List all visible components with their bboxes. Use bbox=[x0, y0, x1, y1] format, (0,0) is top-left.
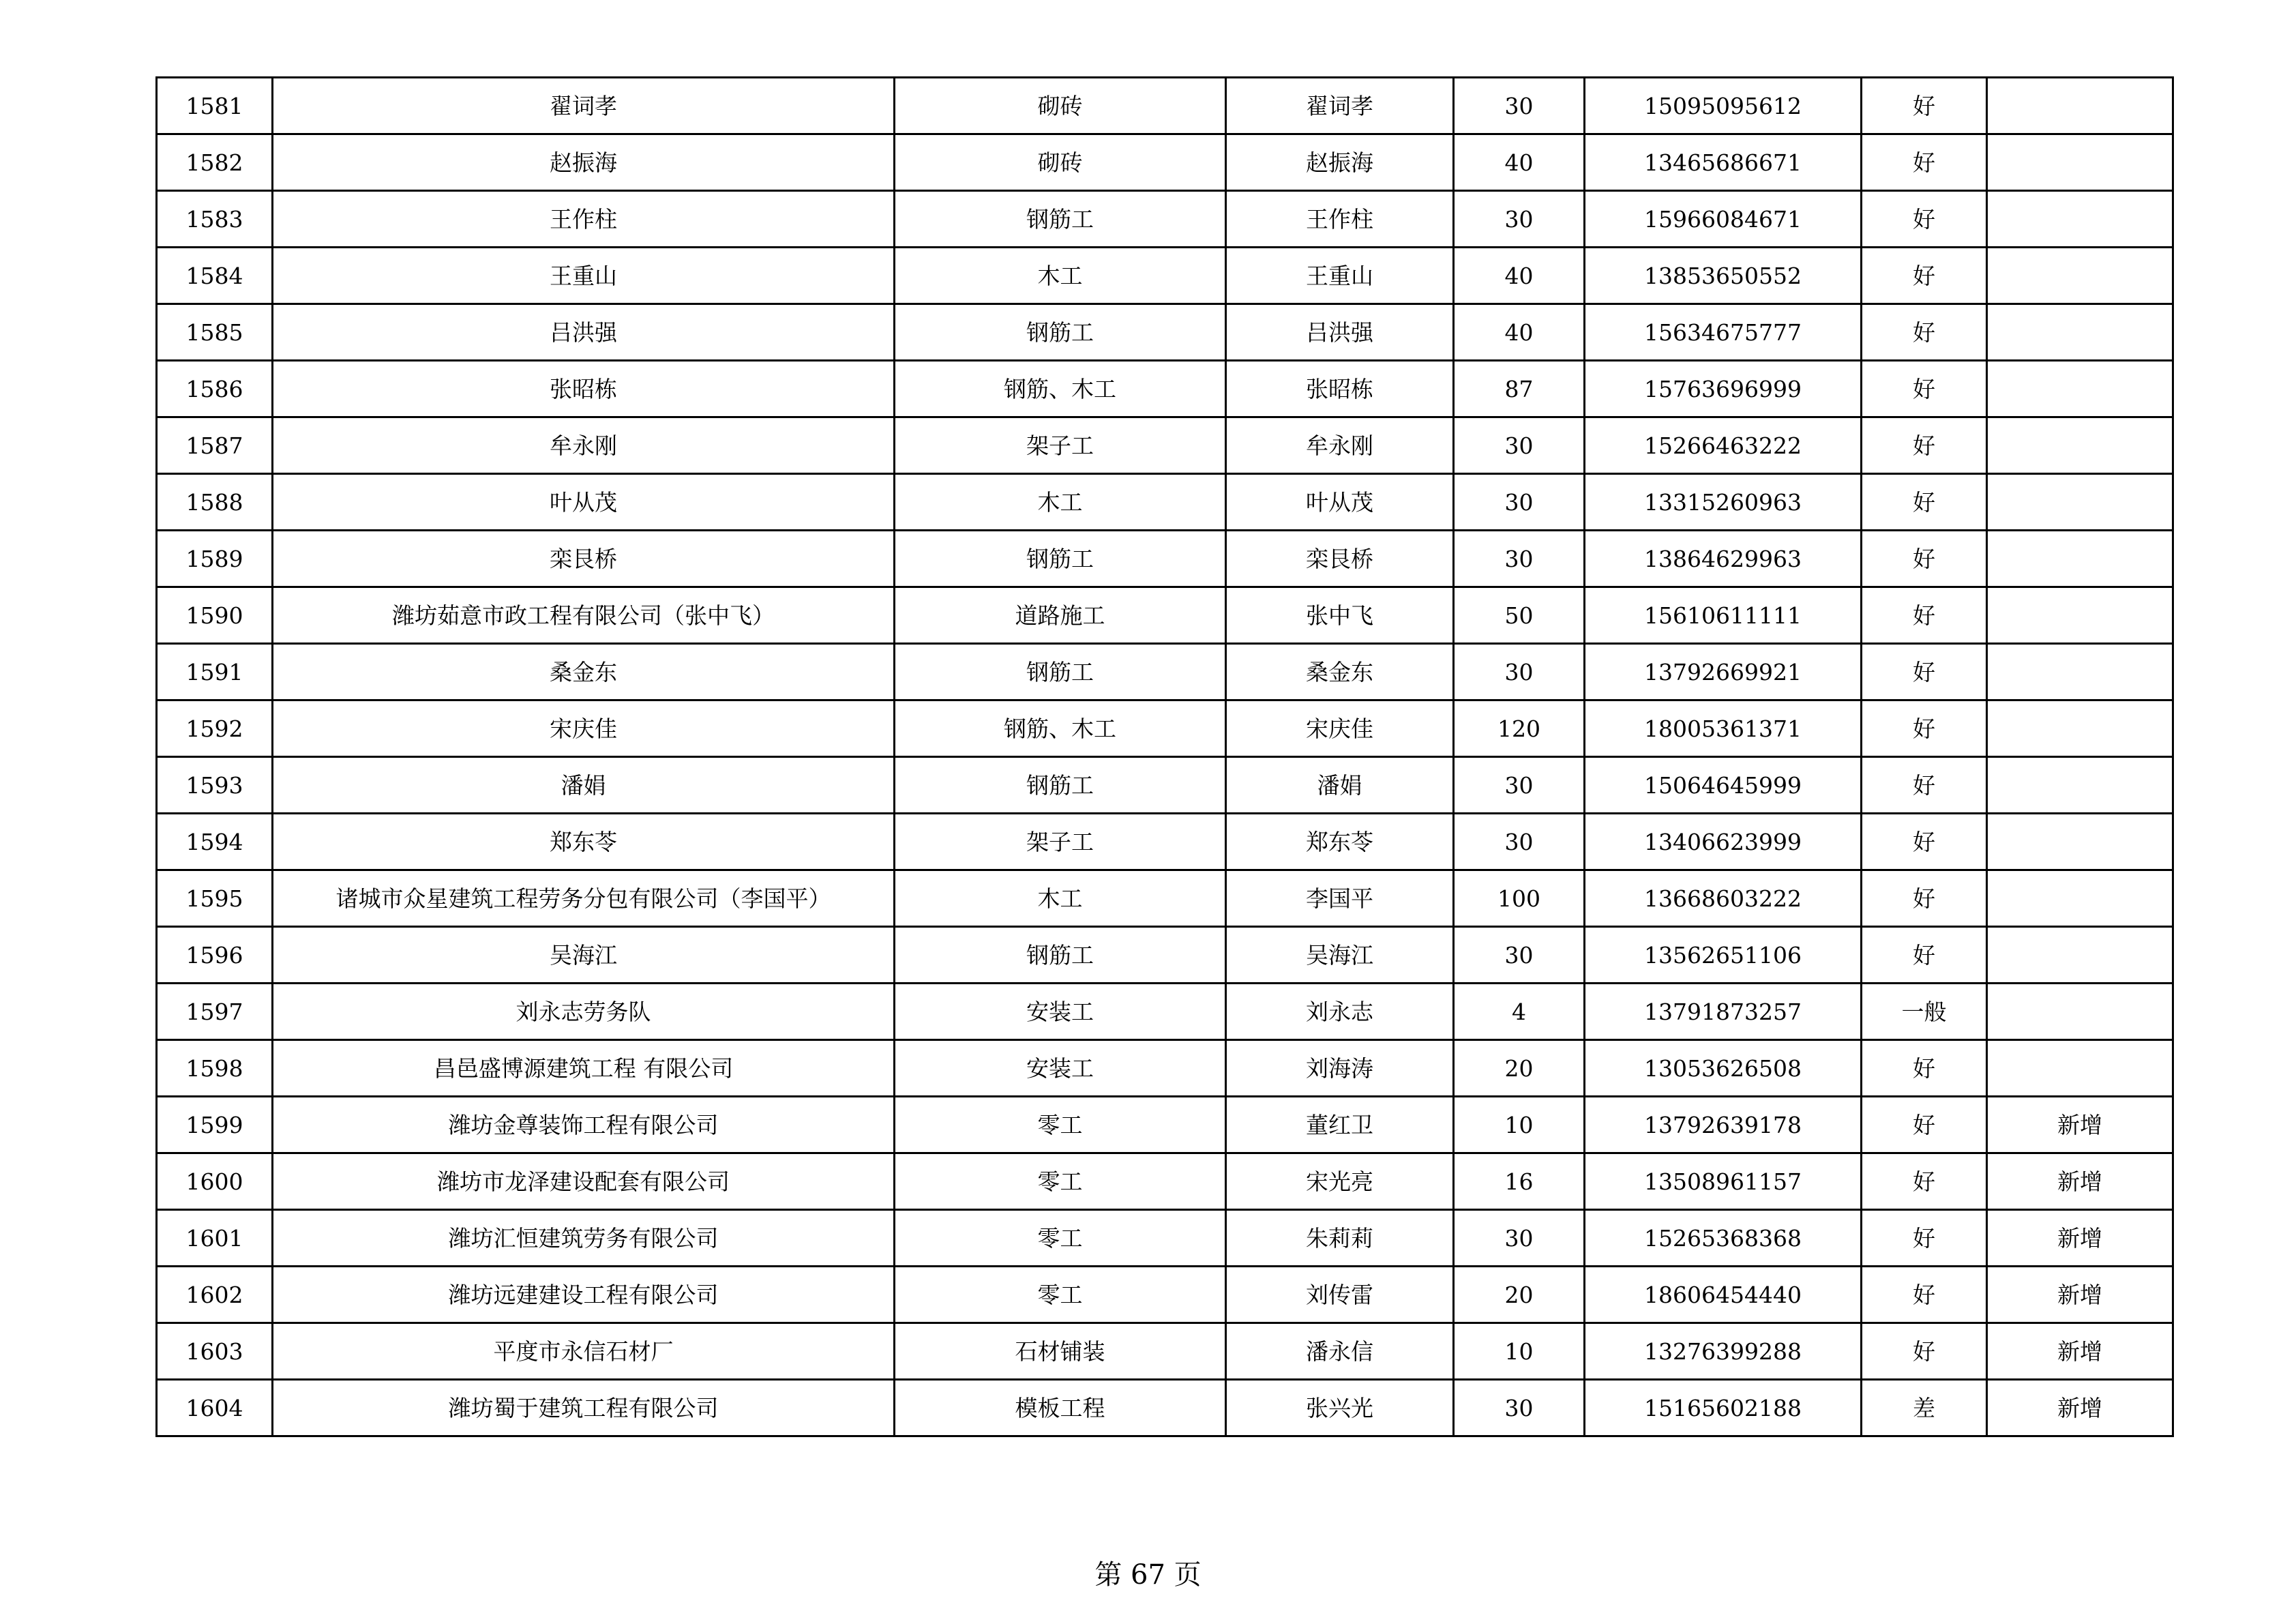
cell-rating: 好 bbox=[1862, 1153, 1987, 1210]
cell-index: 1587 bbox=[157, 417, 273, 474]
cell-phone: 15266463222 bbox=[1585, 417, 1862, 474]
cell-headcount: 30 bbox=[1454, 814, 1585, 870]
cell-contact: 牟永刚 bbox=[1226, 417, 1454, 474]
cell-rating: 好 bbox=[1862, 870, 1987, 927]
cell-note bbox=[1987, 587, 2173, 644]
cell-index: 1593 bbox=[157, 757, 273, 814]
cell-phone: 15966084671 bbox=[1585, 191, 1862, 248]
cell-phone: 13053626508 bbox=[1585, 1040, 1862, 1097]
cell-name: 张昭栋 bbox=[273, 361, 895, 417]
cell-trade: 木工 bbox=[895, 248, 1226, 304]
cell-contact: 翟词孝 bbox=[1226, 78, 1454, 134]
cell-contact: 郑东苓 bbox=[1226, 814, 1454, 870]
cell-rating: 好 bbox=[1862, 700, 1987, 757]
cell-phone: 15610611111 bbox=[1585, 587, 1862, 644]
cell-phone: 15064645999 bbox=[1585, 757, 1862, 814]
cell-name: 郑东苓 bbox=[273, 814, 895, 870]
cell-note bbox=[1987, 644, 2173, 700]
table-row bbox=[157, 1323, 2173, 1380]
cell-phone: 13508961157 bbox=[1585, 1153, 1862, 1210]
cell-headcount: 40 bbox=[1454, 304, 1585, 361]
cell-rating: 好 bbox=[1862, 78, 1987, 134]
cell-contact: 赵振海 bbox=[1226, 134, 1454, 191]
cell-contact: 张中飞 bbox=[1226, 587, 1454, 644]
cell-contact: 潘永信 bbox=[1226, 1323, 1454, 1380]
cell-name: 潍坊远建建设工程有限公司 bbox=[273, 1267, 895, 1323]
cell-trade: 砌砖 bbox=[895, 78, 1226, 134]
cell-contact: 宋庆佳 bbox=[1226, 700, 1454, 757]
cell-rating: 好 bbox=[1862, 417, 1987, 474]
cell-name: 潍坊蜀于建筑工程有限公司 bbox=[273, 1380, 895, 1436]
cell-trade: 木工 bbox=[895, 474, 1226, 531]
cell-trade: 钢筋工 bbox=[895, 927, 1226, 984]
page-number: 第 67 页 bbox=[1094, 1559, 1202, 1591]
cell-note bbox=[1987, 814, 2173, 870]
cell-rating: 好 bbox=[1862, 587, 1987, 644]
cell-headcount: 30 bbox=[1454, 927, 1585, 984]
cell-rating: 好 bbox=[1862, 361, 1987, 417]
cell-phone: 13864629963 bbox=[1585, 531, 1862, 587]
cell-rating: 好 bbox=[1862, 248, 1987, 304]
cell-note bbox=[1987, 700, 2173, 757]
cell-index: 1603 bbox=[157, 1323, 273, 1380]
cell-index: 1588 bbox=[157, 474, 273, 531]
cell-trade: 零工 bbox=[895, 1210, 1226, 1267]
cell-headcount: 30 bbox=[1454, 474, 1585, 531]
cell-contact: 栾艮桥 bbox=[1226, 531, 1454, 587]
cell-phone: 15763696999 bbox=[1585, 361, 1862, 417]
cell-note bbox=[1987, 191, 2173, 248]
cell-name: 吴海江 bbox=[273, 927, 895, 984]
cell-phone: 13791873257 bbox=[1585, 984, 1862, 1040]
cell-headcount: 4 bbox=[1454, 984, 1585, 1040]
cell-name: 刘永志劳务队 bbox=[273, 984, 895, 1040]
cell-phone: 13792669921 bbox=[1585, 644, 1862, 700]
cell-name: 宋庆佳 bbox=[273, 700, 895, 757]
cell-name: 吕洪强 bbox=[273, 304, 895, 361]
cell-rating: 好 bbox=[1862, 474, 1987, 531]
cell-headcount: 30 bbox=[1454, 644, 1585, 700]
cell-index: 1583 bbox=[157, 191, 273, 248]
cell-contact: 董红卫 bbox=[1226, 1097, 1454, 1153]
cell-note: 新增 bbox=[1987, 1153, 2173, 1210]
cell-name: 潍坊市龙泽建设配套有限公司 bbox=[273, 1153, 895, 1210]
roster-body bbox=[157, 78, 2173, 1436]
table-row bbox=[157, 927, 2173, 984]
cell-phone: 13276399288 bbox=[1585, 1323, 1862, 1380]
cell-note bbox=[1987, 361, 2173, 417]
cell-headcount: 50 bbox=[1454, 587, 1585, 644]
cell-name: 栾艮桥 bbox=[273, 531, 895, 587]
table-row bbox=[157, 1210, 2173, 1267]
cell-trade: 道路施工 bbox=[895, 587, 1226, 644]
cell-contact: 叶从茂 bbox=[1226, 474, 1454, 531]
cell-headcount: 30 bbox=[1454, 1380, 1585, 1436]
table-row bbox=[157, 1153, 2173, 1210]
cell-contact: 张昭栋 bbox=[1226, 361, 1454, 417]
cell-name: 叶从茂 bbox=[273, 474, 895, 531]
cell-name: 潘娟 bbox=[273, 757, 895, 814]
table-row bbox=[157, 587, 2173, 644]
cell-note: 新增 bbox=[1987, 1097, 2173, 1153]
cell-rating: 好 bbox=[1862, 1323, 1987, 1380]
cell-phone: 15165602188 bbox=[1585, 1380, 1862, 1436]
cell-note bbox=[1987, 531, 2173, 587]
table-row bbox=[157, 757, 2173, 814]
cell-phone: 15634675777 bbox=[1585, 304, 1862, 361]
table-row bbox=[157, 1097, 2173, 1153]
cell-trade: 安装工 bbox=[895, 984, 1226, 1040]
cell-note bbox=[1987, 927, 2173, 984]
cell-index: 1600 bbox=[157, 1153, 273, 1210]
cell-trade: 钢筋工 bbox=[895, 191, 1226, 248]
cell-rating: 好 bbox=[1862, 927, 1987, 984]
cell-headcount: 20 bbox=[1454, 1040, 1585, 1097]
cell-headcount: 30 bbox=[1454, 531, 1585, 587]
table-row bbox=[157, 78, 2173, 134]
cell-index: 1601 bbox=[157, 1210, 273, 1267]
cell-note bbox=[1987, 134, 2173, 191]
table-row bbox=[157, 191, 2173, 248]
cell-trade: 零工 bbox=[895, 1097, 1226, 1153]
cell-contact: 桑金东 bbox=[1226, 644, 1454, 700]
cell-contact: 朱莉莉 bbox=[1226, 1210, 1454, 1267]
cell-phone: 13465686671 bbox=[1585, 134, 1862, 191]
table-row bbox=[157, 700, 2173, 757]
cell-phone: 13792639178 bbox=[1585, 1097, 1862, 1153]
cell-index: 1582 bbox=[157, 134, 273, 191]
cell-headcount: 40 bbox=[1454, 134, 1585, 191]
cell-rating: 好 bbox=[1862, 1267, 1987, 1323]
cell-name: 王重山 bbox=[273, 248, 895, 304]
cell-trade: 钢筋工 bbox=[895, 644, 1226, 700]
cell-trade: 架子工 bbox=[895, 417, 1226, 474]
cell-trade: 架子工 bbox=[895, 814, 1226, 870]
table-row bbox=[157, 814, 2173, 870]
cell-name: 平度市永信石材厂 bbox=[273, 1323, 895, 1380]
cell-headcount: 87 bbox=[1454, 361, 1585, 417]
cell-note bbox=[1987, 870, 2173, 927]
table-row bbox=[157, 1040, 2173, 1097]
cell-name: 潍坊金尊装饰工程有限公司 bbox=[273, 1097, 895, 1153]
cell-index: 1594 bbox=[157, 814, 273, 870]
cell-trade: 零工 bbox=[895, 1153, 1226, 1210]
cell-index: 1602 bbox=[157, 1267, 273, 1323]
cell-name: 昌邑盛博源建筑工程 有限公司 bbox=[273, 1040, 895, 1097]
cell-headcount: 30 bbox=[1454, 757, 1585, 814]
cell-trade: 钢筋工 bbox=[895, 304, 1226, 361]
cell-name: 桑金东 bbox=[273, 644, 895, 700]
cell-note bbox=[1987, 1040, 2173, 1097]
table-row bbox=[157, 644, 2173, 700]
cell-headcount: 30 bbox=[1454, 417, 1585, 474]
cell-contact: 张兴光 bbox=[1226, 1380, 1454, 1436]
cell-index: 1596 bbox=[157, 927, 273, 984]
cell-index: 1598 bbox=[157, 1040, 273, 1097]
table-row bbox=[157, 134, 2173, 191]
cell-trade: 木工 bbox=[895, 870, 1226, 927]
cell-rating: 好 bbox=[1862, 644, 1987, 700]
cell-phone: 15265368368 bbox=[1585, 1210, 1862, 1267]
cell-name: 潍坊茹意市政工程有限公司（张中飞） bbox=[273, 587, 895, 644]
cell-trade: 模板工程 bbox=[895, 1380, 1226, 1436]
table-row bbox=[157, 870, 2173, 927]
cell-note bbox=[1987, 78, 2173, 134]
cell-note: 新增 bbox=[1987, 1380, 2173, 1436]
cell-name: 牟永刚 bbox=[273, 417, 895, 474]
cell-headcount: 10 bbox=[1454, 1097, 1585, 1153]
cell-name: 赵振海 bbox=[273, 134, 895, 191]
table-row bbox=[157, 361, 2173, 417]
cell-trade: 钢筋、木工 bbox=[895, 361, 1226, 417]
cell-trade: 钢筋工 bbox=[895, 757, 1226, 814]
cell-trade: 钢筋、木工 bbox=[895, 700, 1226, 757]
cell-trade: 石材铺装 bbox=[895, 1323, 1226, 1380]
cell-note: 新增 bbox=[1987, 1323, 2173, 1380]
cell-index: 1604 bbox=[157, 1380, 273, 1436]
table-row bbox=[157, 304, 2173, 361]
cell-phone: 13853650552 bbox=[1585, 248, 1862, 304]
cell-index: 1597 bbox=[157, 984, 273, 1040]
cell-rating: 好 bbox=[1862, 1097, 1987, 1153]
table-row bbox=[157, 1380, 2173, 1436]
cell-phone: 15095095612 bbox=[1585, 78, 1862, 134]
cell-contact: 刘传雷 bbox=[1226, 1267, 1454, 1323]
table-row bbox=[157, 1267, 2173, 1323]
cell-headcount: 30 bbox=[1454, 191, 1585, 248]
table-row bbox=[157, 984, 2173, 1040]
cell-index: 1592 bbox=[157, 700, 273, 757]
cell-note bbox=[1987, 984, 2173, 1040]
cell-note bbox=[1987, 474, 2173, 531]
cell-rating: 好 bbox=[1862, 134, 1987, 191]
cell-name: 翟词孝 bbox=[273, 78, 895, 134]
cell-phone: 13562651106 bbox=[1585, 927, 1862, 984]
cell-rating: 好 bbox=[1862, 757, 1987, 814]
cell-headcount: 30 bbox=[1454, 1210, 1585, 1267]
table-row bbox=[157, 248, 2173, 304]
cell-headcount: 40 bbox=[1454, 248, 1585, 304]
roster-table bbox=[155, 76, 2174, 1437]
cell-rating: 好 bbox=[1862, 191, 1987, 248]
cell-contact: 刘永志 bbox=[1226, 984, 1454, 1040]
cell-index: 1586 bbox=[157, 361, 273, 417]
table-row bbox=[157, 474, 2173, 531]
cell-trade: 砌砖 bbox=[895, 134, 1226, 191]
cell-contact: 李国平 bbox=[1226, 870, 1454, 927]
cell-headcount: 120 bbox=[1454, 700, 1585, 757]
table-row bbox=[157, 417, 2173, 474]
cell-headcount: 30 bbox=[1454, 78, 1585, 134]
cell-index: 1590 bbox=[157, 587, 273, 644]
cell-rating: 好 bbox=[1862, 304, 1987, 361]
cell-note bbox=[1987, 417, 2173, 474]
cell-contact: 王作柱 bbox=[1226, 191, 1454, 248]
cell-rating: 一般 bbox=[1862, 984, 1987, 1040]
cell-headcount: 10 bbox=[1454, 1323, 1585, 1380]
cell-rating: 好 bbox=[1862, 814, 1987, 870]
cell-name: 王作柱 bbox=[273, 191, 895, 248]
cell-note bbox=[1987, 248, 2173, 304]
cell-note bbox=[1987, 757, 2173, 814]
cell-phone: 13315260963 bbox=[1585, 474, 1862, 531]
cell-trade: 安装工 bbox=[895, 1040, 1226, 1097]
cell-contact: 刘海涛 bbox=[1226, 1040, 1454, 1097]
cell-index: 1589 bbox=[157, 531, 273, 587]
cell-headcount: 100 bbox=[1454, 870, 1585, 927]
cell-trade: 零工 bbox=[895, 1267, 1226, 1323]
cell-index: 1595 bbox=[157, 870, 273, 927]
cell-rating: 好 bbox=[1862, 1040, 1987, 1097]
cell-note: 新增 bbox=[1987, 1210, 2173, 1267]
cell-phone: 18606454440 bbox=[1585, 1267, 1862, 1323]
cell-name: 潍坊汇恒建筑劳务有限公司 bbox=[273, 1210, 895, 1267]
cell-contact: 吴海江 bbox=[1226, 927, 1454, 984]
cell-contact: 王重山 bbox=[1226, 248, 1454, 304]
cell-name: 诸城市众星建筑工程劳务分包有限公司（李国平） bbox=[273, 870, 895, 927]
cell-index: 1599 bbox=[157, 1097, 273, 1153]
table-row bbox=[157, 531, 2173, 587]
cell-headcount: 16 bbox=[1454, 1153, 1585, 1210]
cell-phone: 13406623999 bbox=[1585, 814, 1862, 870]
cell-headcount: 20 bbox=[1454, 1267, 1585, 1323]
cell-contact: 吕洪强 bbox=[1226, 304, 1454, 361]
cell-note bbox=[1987, 304, 2173, 361]
cell-trade: 钢筋工 bbox=[895, 531, 1226, 587]
cell-note: 新增 bbox=[1987, 1267, 2173, 1323]
cell-contact: 潘娟 bbox=[1226, 757, 1454, 814]
cell-phone: 13668603222 bbox=[1585, 870, 1862, 927]
cell-phone: 18005361371 bbox=[1585, 700, 1862, 757]
cell-rating: 好 bbox=[1862, 1210, 1987, 1267]
cell-index: 1584 bbox=[157, 248, 273, 304]
cell-contact: 宋光亮 bbox=[1226, 1153, 1454, 1210]
cell-rating: 好 bbox=[1862, 531, 1987, 587]
cell-index: 1581 bbox=[157, 78, 273, 134]
cell-rating: 差 bbox=[1862, 1380, 1987, 1436]
cell-index: 1585 bbox=[157, 304, 273, 361]
cell-index: 1591 bbox=[157, 644, 273, 700]
